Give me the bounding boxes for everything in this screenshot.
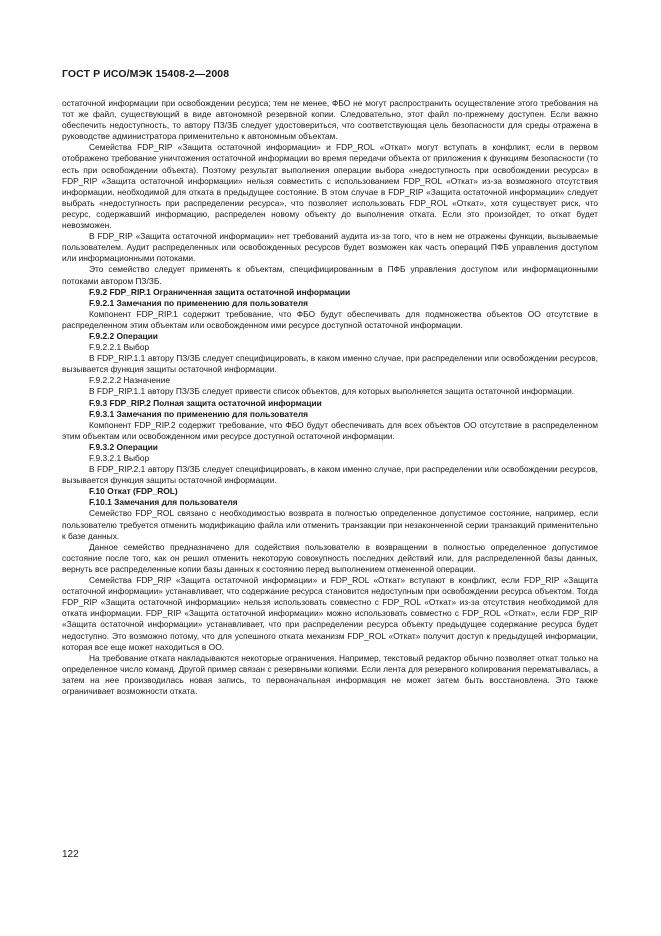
section-heading: F.9.3 FDP_RIP.2 Полная защита остаточной информации	[89, 397, 322, 408]
paragraph: В FDP_RIP.1.1 автору ПЗ/ЗБ следует привести список объектов, для которых выполняется защита остаточной информации.	[89, 386, 575, 397]
document-header: ГОСТ Р ИСО/МЭК 15408-2—2008	[62, 68, 230, 80]
section-heading: F.10.1 Замечания для пользователя	[89, 497, 238, 508]
paragraph: Это семейство следует применять к объектам, специфицированным в ПФБ управления доступом или информационными потоками автором ПЗ/ЗБ.	[62, 264, 598, 286]
section-heading: F.9.3.1 Замечания по применению для пользователя	[89, 408, 309, 419]
paragraph: F.9.2.2.2 Назначение	[89, 375, 170, 386]
section-heading: F.9.3.2 Операции	[89, 441, 158, 452]
paragraph: На требование отката накладываются некоторые ограничения. Например, текстовый редактор обычно позволяет откат только на определенное число команд. Другой пример связан с резервными копиями. Если лента для резервного копирования перематывалась, а затем на нее производилась новая запись, то первоначальная информация не может затем быть восстановлена. Это также ограничивает возможности отката.	[62, 652, 598, 696]
paragraph: В FDP_RIP.2.1 автору ПЗ/ЗБ следует специфицировать, в каком именно случае, при распределении или освобождении ресурсов, вызывается функция защиты остаточной информации.	[62, 464, 598, 486]
paragraph: В FDP_RIP.1.1 автору ПЗ/ЗБ следует специфицировать, в каком именно случае, при распределении или освобождении ресурсов, вызывается функция защиты остаточной информации.	[62, 353, 598, 375]
section-heading: F.9.2.2 Операции	[89, 330, 158, 341]
paragraph: Семейства FDP_RIP «Защита остаточной информации» и FDP_ROL «Откат» могут вступать в конфликт, если в первом отображено требование уничтожения остаточной информации во время передачи объекта от приложения к функциям безопасности (то есть при освобождении объекта). Поэтому результат выполнения операции выбора «недоступность при освобождении ресурса» в FDP_RIP «Защита остаточной информации» нельзя совместить с использованием FDP_ROL «Откат» из-за возможного отсутствия информации, необходимой для отката в предыдущее состояние. В этом случае в FDP_RIP «Защита остаточной информации» следует выбрать «недоступность при распределении ресурса», что позволяет использовать FDP_ROL «Откат», хотя существует риск, что ресурс, содержавший информацию, распределен новому объекту до выполнения отката. Если это произойдет, то откат будет невозможен.	[62, 142, 598, 231]
paragraph: Компонент FDP_RIP.1 содержит требование, что ФБО будут обеспечивать для подмножества объектов ОО отсутствие в распределенном этим объектам или освобожденном ими ресурсе доступной остаточной информации.	[62, 308, 598, 330]
paragraph: В FDP_RIP «Защита остаточной информации» нет требований аудита из-за того, что в нем не отражены функции, вызываемые пользователем. Аудит распределенных или освобожденных ресурсов будет возможен как часть операций ПФБ управления доступом или информационными потоками.	[62, 231, 598, 264]
paragraph: Семейство FDP_ROL связано с необходимостью возврата в полностью определенное допустимое состояние, например, если пользователю требуется отменить модификацию файла или отменить транзакции при незаконченной серии транзакций применительно к базе данных.	[62, 508, 598, 541]
paragraph: F.9.2.2.1 Выбор	[89, 342, 150, 353]
section-heading: F.9.2.1 Замечания по применению для пользователя	[89, 297, 309, 308]
paragraph: Компонент FDP_RIP.2 содержит требование, что ФБО будут обеспечивать для всех объектов ОО отсутствие в распределенном этим объектам или освобожденном ими ресурсе доступной остаточной информации.	[62, 419, 598, 441]
paragraph: F.9.3.2.1 Выбор	[89, 453, 150, 463]
paragraph: Семейства FDP_RIP «Защита остаточной информации» и FDP_ROL «Откат» вступают в конфликт, если FDP_RIP «Защита остаточной информации» устанавливает, что содержание ресурса становится недоступным при освобождении ресурса объектом. Тогда FDP_RIP «Защита остаточной информации» нельзя использовать совместно с FDP_ROL «Откат» из-за отсутствия необходимой для отката информации. FDP_RIP «Защита остаточной информации» можно использовать совместно с FDP_ROL «Откат», если FDP_RIP «Защита остаточной информации» устанавливает, что при распределении ресурса объекту предыдущее содержание ресурса будет недоступно. Это возможно потому, что для успешного отката механизм FDP_ROL «Откат» получит доступ к предыдущей информации, которая все еще может находиться в ОО.	[62, 575, 598, 652]
section-heading: F.9.2 FDP_RIP.1 Ограниченная защита остаточной информации	[89, 286, 351, 297]
paragraph: остаточной информации при освобождении ресурса; тем не менее, ФБО не могут распространить осуществление этого требования на тот же файл, существующий в виде автономной резервной копии. Следовательно, этот файл по-прежнему доступен. Если важно обеспечить недоступность, то автору ПЗ/ЗБ следует удостовериться, что соответствующая цель безопасности для среды отражена в руководстве администратора применительно к автономным объектам.	[62, 98, 598, 142]
page-number: 122	[62, 849, 79, 860]
section-heading: F.10 Откат (FDP_ROL)	[89, 486, 178, 497]
paragraph: Данное семейство предназначено для содействия пользователю в возвращении в полностью определенное допустимое состояние после того, как он решил отменить некоторую совокупность последних действий или, для распределенной базы данных, вернуть все распределенные копии базы данных к состоянию перед выполнением отмененной операции.	[62, 541, 598, 574]
document-body	[62, 98, 598, 697]
